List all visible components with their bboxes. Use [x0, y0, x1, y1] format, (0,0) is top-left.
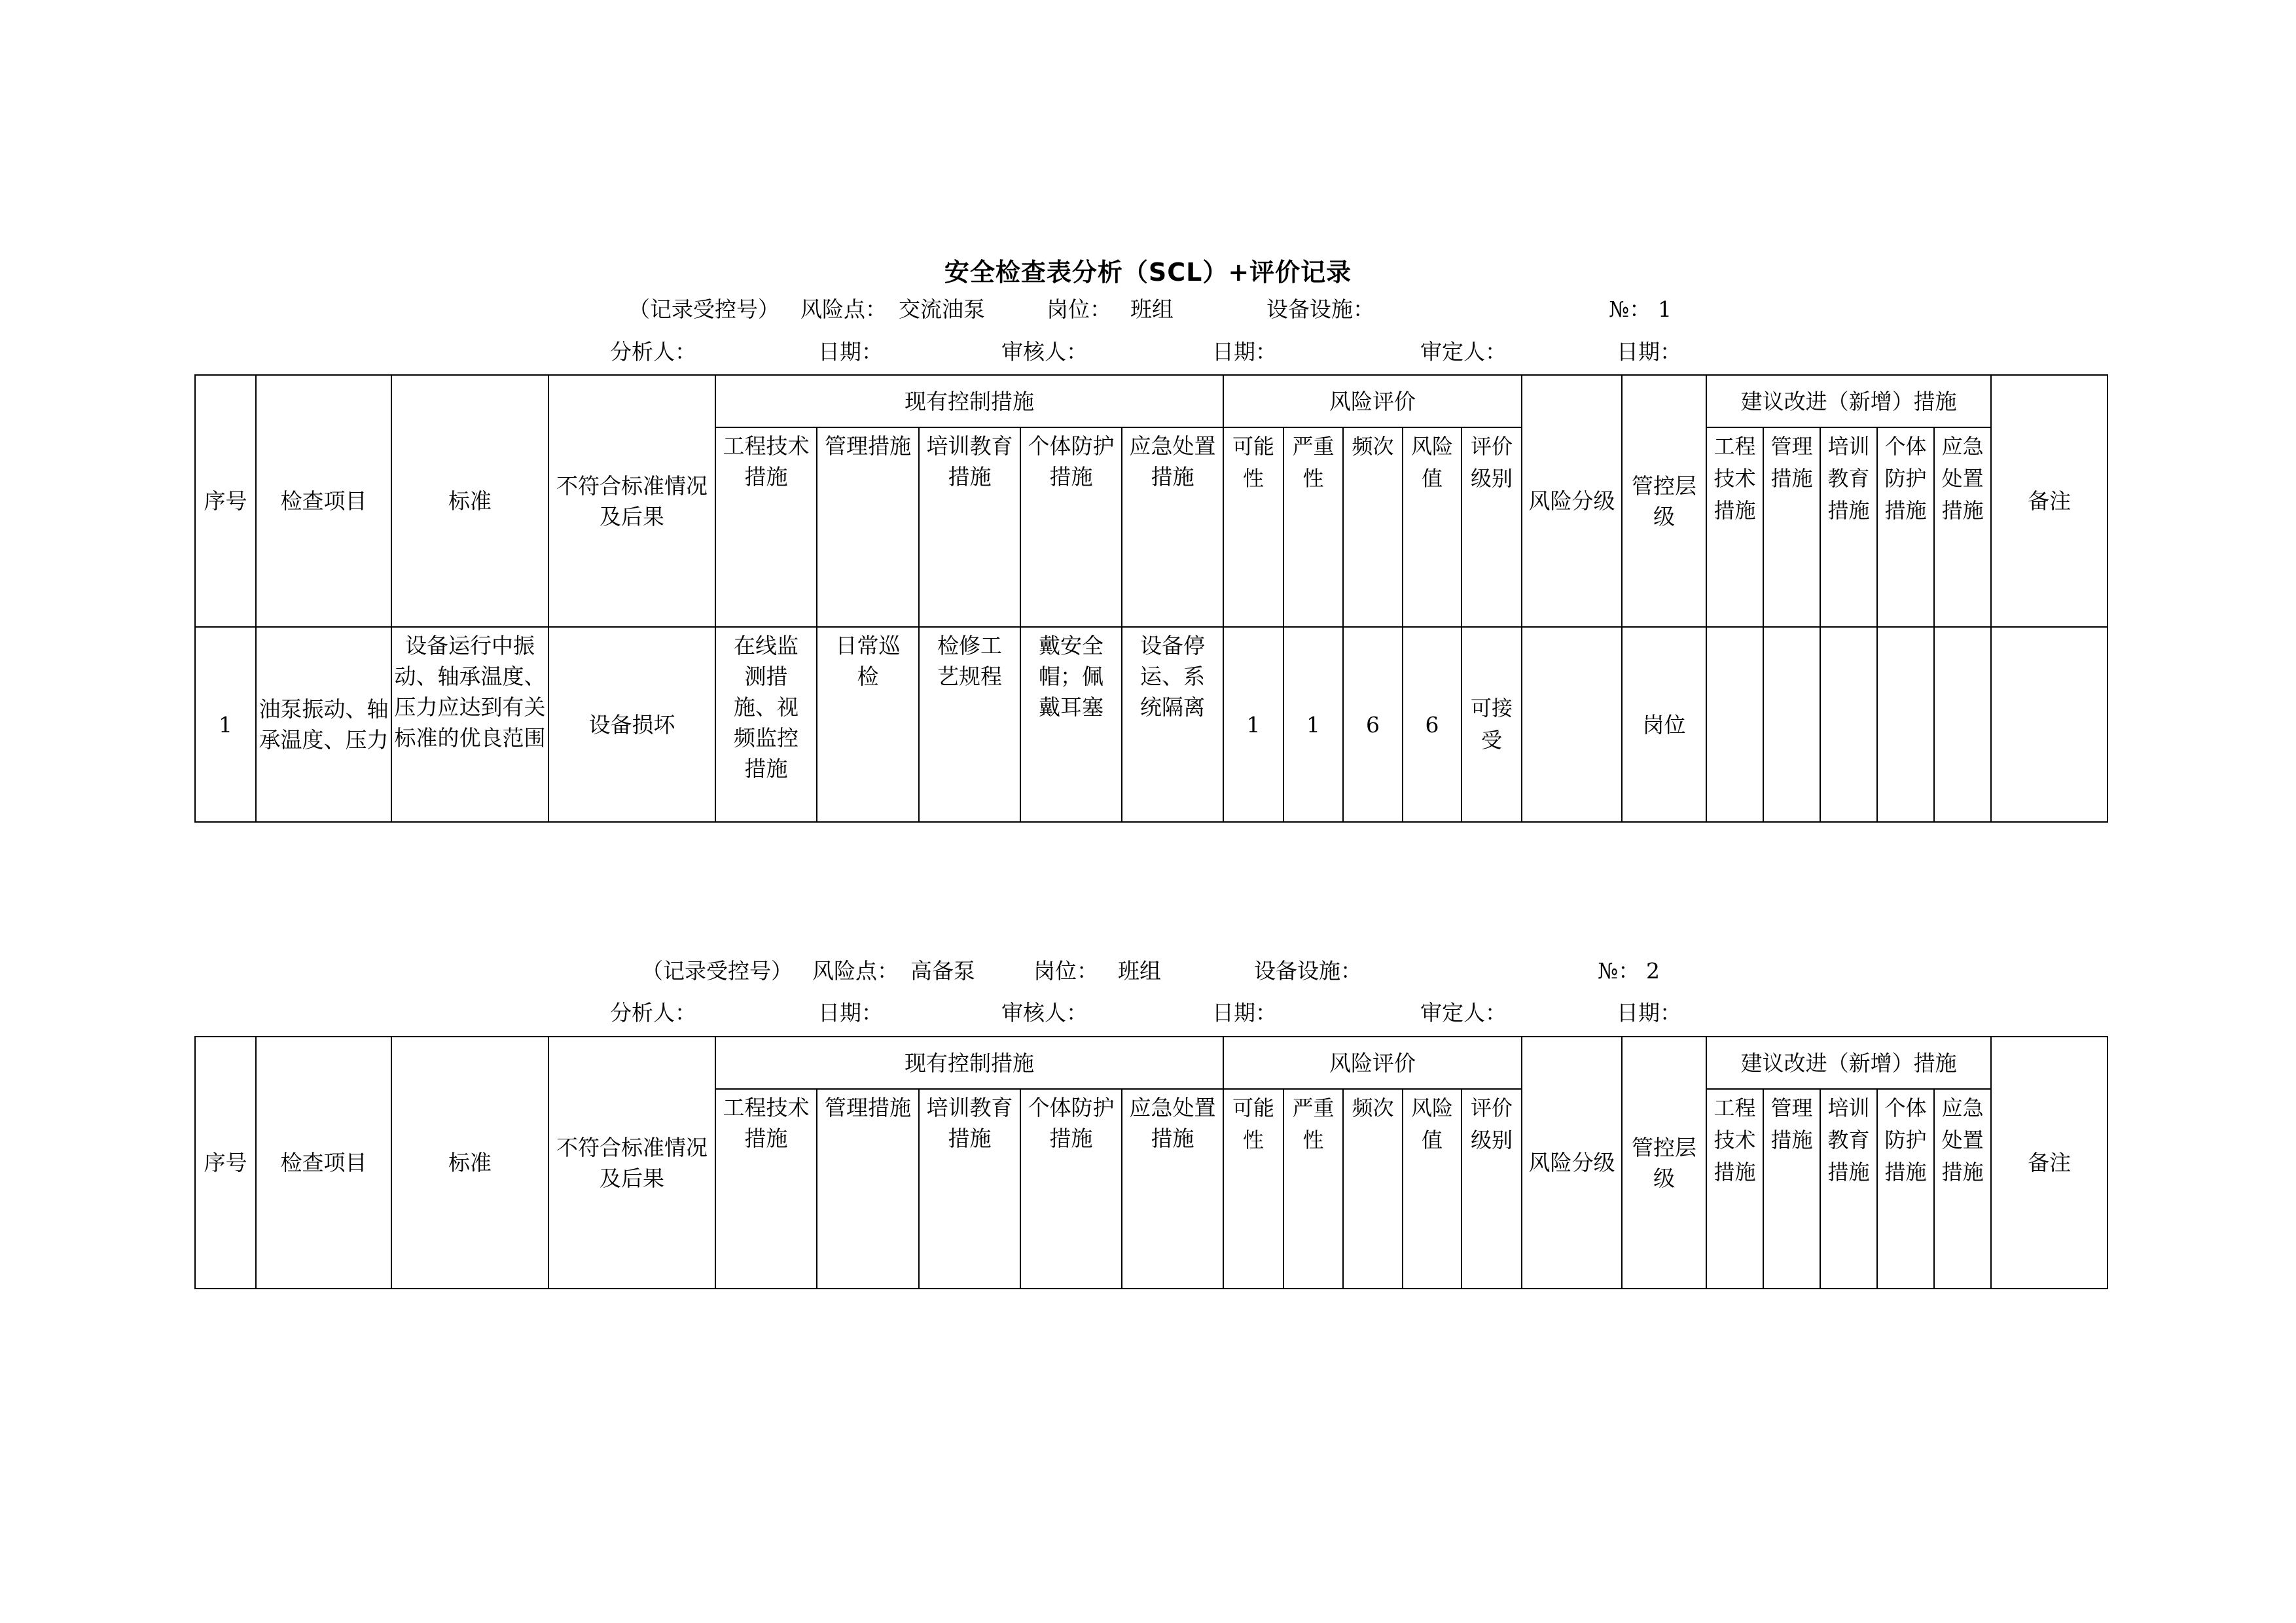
header-severity: 严重性 [1283, 427, 1343, 627]
header-management: 管理措施 [817, 1089, 919, 1289]
cell-management: 日常巡检 [817, 627, 919, 822]
date-label: 日期： [818, 1000, 883, 1026]
date-label: 日期： [1212, 339, 1277, 365]
post-value: 班组 [1118, 958, 1161, 984]
header-suggested-measures: 建议改进（新增）措施 [1706, 375, 1991, 427]
record-number-label: №： [1598, 958, 1640, 984]
header-remarks: 备注 [1991, 375, 2108, 627]
cell-suggested-management [1763, 627, 1820, 822]
header-nonconformity: 不符合标准情况及后果 [548, 375, 715, 627]
record-number: 1 [1658, 296, 1672, 322]
header-suggested-management: 管理措施 [1763, 427, 1820, 627]
header-engineering: 工程技术措施 [715, 427, 817, 627]
header-suggested-ppe: 个体防护措施 [1877, 427, 1934, 627]
date-label: 日期： [818, 339, 883, 365]
header-management: 管理措施 [817, 427, 919, 627]
header-nonconformity: 不符合标准情况及后果 [548, 1037, 715, 1289]
header-remarks: 备注 [1991, 1037, 2108, 1289]
cell-possibility: 1 [1223, 627, 1283, 822]
header-ppe: 个体防护措施 [1020, 427, 1122, 627]
header-item: 检查项目 [256, 375, 391, 627]
header-suggested-training: 培训教育措施 [1820, 427, 1877, 627]
equipment-label: 设备设施： [1266, 296, 1374, 322]
date-label: 日期： [1617, 1000, 1681, 1026]
record-1-info-line [0, 293, 2296, 326]
risk-point-label: 风险点： [800, 296, 887, 322]
cell-remarks [1991, 627, 2108, 822]
scl-table-2 [194, 1036, 2108, 1289]
header-suggested-management: 管理措施 [1763, 1089, 1820, 1289]
analyst-label: 分析人： [610, 1000, 696, 1026]
header-suggested-emergency: 应急处置措施 [1934, 1089, 1991, 1289]
header-suggested-measures: 建议改进（新增）措施 [1706, 1037, 1991, 1089]
header-training: 培训教育措施 [919, 427, 1020, 627]
record-no-label: （记录受控号） [641, 958, 793, 984]
table-row [195, 627, 2108, 822]
cell-suggested-engineering [1706, 627, 1763, 822]
cell-nonconformity: 设备损坏 [548, 627, 715, 822]
record-number-label: №： [1609, 296, 1651, 322]
cell-risk-grade [1522, 627, 1622, 822]
header-suggested-emergency: 应急处置措施 [1934, 427, 1991, 627]
header-severity: 严重性 [1283, 1089, 1343, 1289]
cell-control-level: 岗位 [1622, 627, 1706, 822]
cell-training: 检修工艺规程 [919, 627, 1020, 822]
cell-risk-value: 6 [1403, 627, 1462, 822]
approver-label: 审定人： [1420, 339, 1507, 365]
header-control-level: 管控层级 [1622, 375, 1706, 627]
header-item: 检查项目 [256, 1037, 391, 1289]
header-seq: 序号 [195, 1037, 256, 1289]
header-risk-evaluation: 风险评价 [1223, 375, 1522, 427]
header-ppe: 个体防护措施 [1020, 1089, 1122, 1289]
header-emergency: 应急处置措施 [1122, 1089, 1223, 1289]
scl-table-1 [194, 374, 2108, 823]
cell-ppe: 戴安全帽；佩戴耳塞 [1020, 627, 1122, 822]
approver-label: 审定人： [1420, 1000, 1507, 1026]
header-risk-grade: 风险分级 [1522, 375, 1622, 627]
cell-suggested-training [1820, 627, 1877, 822]
header-control-level: 管控层级 [1622, 1037, 1706, 1289]
record-1-sign-line [0, 336, 2296, 368]
risk-point-value: 交流油泵 [899, 296, 985, 322]
cell-eval-level: 可接受 [1462, 627, 1522, 822]
header-risk-grade: 风险分级 [1522, 1037, 1622, 1289]
cell-item: 油泵振动、轴承温度、压力 [256, 627, 391, 822]
reviewer-label: 审核人： [1001, 1000, 1088, 1026]
risk-point-value: 高备泵 [910, 958, 975, 984]
header-existing-controls: 现有控制措施 [715, 1037, 1223, 1089]
header-frequency: 频次 [1343, 427, 1403, 627]
header-possibility: 可能性 [1223, 1089, 1283, 1289]
header-standard: 标准 [391, 1037, 548, 1289]
cell-standard: 设备运行中振动、轴承温度、压力应达到有关标准的优良范围 [391, 627, 548, 822]
cell-suggested-ppe [1877, 627, 1934, 822]
date-label: 日期： [1212, 1000, 1277, 1026]
post-value: 班组 [1130, 296, 1174, 322]
equipment-label: 设备设施： [1254, 958, 1362, 984]
cell-frequency: 6 [1343, 627, 1403, 822]
header-suggested-engineering: 工程技术措施 [1706, 427, 1763, 627]
header-risk-evaluation: 风险评价 [1223, 1037, 1522, 1089]
document-title: 安全检查表分析（SCL）+评价记录 [944, 258, 1352, 287]
post-label: 岗位： [1047, 296, 1111, 322]
header-eval-level: 评价级别 [1462, 427, 1522, 627]
record-2-info-line [0, 955, 2296, 988]
cell-severity: 1 [1283, 627, 1343, 822]
post-label: 岗位： [1033, 958, 1098, 984]
header-seq: 序号 [195, 375, 256, 627]
reviewer-label: 审核人： [1001, 339, 1088, 365]
header-standard: 标准 [391, 375, 548, 627]
record-no-label: （记录受控号） [628, 296, 780, 322]
header-training: 培训教育措施 [919, 1089, 1020, 1289]
record-number: 2 [1646, 958, 1660, 984]
cell-suggested-emergency [1934, 627, 1991, 822]
cell-seq: 1 [195, 627, 256, 822]
analyst-label: 分析人： [610, 339, 696, 365]
header-suggested-ppe: 个体防护措施 [1877, 1089, 1934, 1289]
header-eval-level: 评价级别 [1462, 1089, 1522, 1289]
header-frequency: 频次 [1343, 1089, 1403, 1289]
header-suggested-engineering: 工程技术措施 [1706, 1089, 1763, 1289]
header-emergency: 应急处置措施 [1122, 427, 1223, 627]
cell-emergency: 设备停运、系统隔离 [1122, 627, 1223, 822]
header-suggested-training: 培训教育措施 [1820, 1089, 1877, 1289]
risk-point-label: 风险点： [812, 958, 899, 984]
header-risk-value: 风险值 [1403, 427, 1462, 627]
record-2-sign-line [0, 997, 2296, 1029]
header-risk-value: 风险值 [1403, 1089, 1462, 1289]
header-existing-controls: 现有控制措施 [715, 375, 1223, 427]
cell-engineering: 在线监测措施、视频监控措施 [715, 627, 817, 822]
header-possibility: 可能性 [1223, 427, 1283, 627]
date-label: 日期： [1617, 339, 1681, 365]
header-engineering: 工程技术措施 [715, 1089, 817, 1289]
